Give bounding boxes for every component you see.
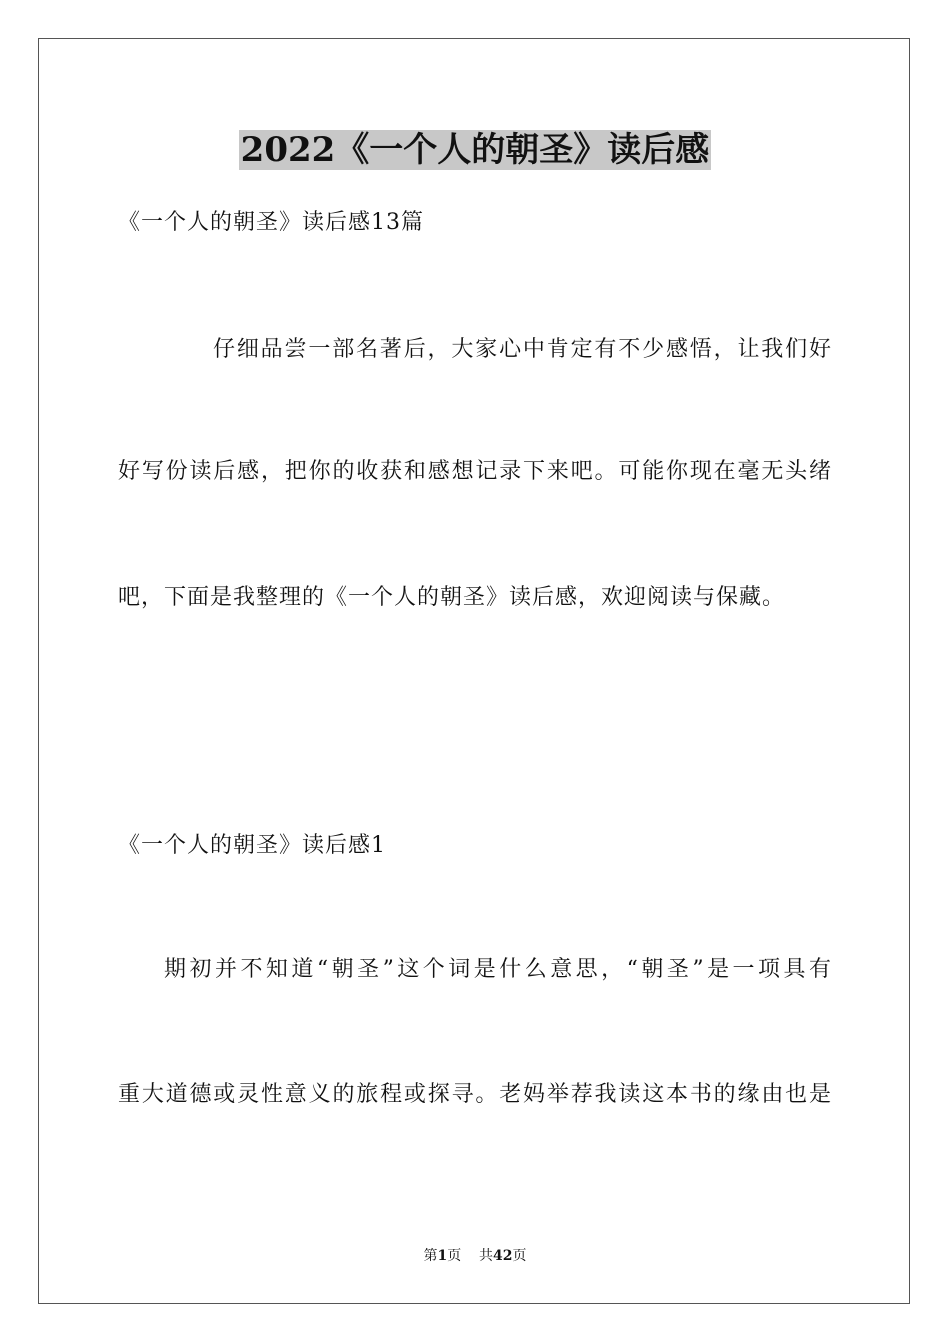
intro-line-3: 吧，下面是我整理的《一个人的朝圣》读后感，欢迎阅读与保藏。 (118, 585, 786, 610)
footer-page-suffix: 页 (447, 1248, 462, 1264)
title-text: 2022《一个人的朝圣》读后感 (240, 130, 710, 170)
body-line-1: 期初并不知道“朝圣”这个词是什么意思，“朝圣”是一项具有 (164, 957, 832, 982)
footer-total-prefix: 共 (479, 1248, 494, 1264)
footer-total-pages: 42 (493, 1248, 513, 1264)
footer-total-suffix: 页 (512, 1248, 527, 1264)
body-line-2: 重大道德或灵性意义的旅程或探寻。老妈举荐我读这本书的缘由也是 (118, 1082, 832, 1107)
section-heading: 《一个人的朝圣》读后感1 (118, 833, 386, 858)
intro-line-2: 好写份读后感，把你的收获和感想记录下来吧。可能你现在毫无头绪 (118, 459, 832, 484)
document-title (0, 124, 950, 176)
footer-page-number: 1 (437, 1248, 448, 1264)
intro-line-1: 仔细品尝一部名著后，大家心中肯定有不少感悟，让我们好 (213, 337, 832, 362)
page-footer (0, 1246, 950, 1266)
footer-page-prefix: 第 (423, 1248, 438, 1264)
document-subtitle: 《一个人的朝圣》读后感13篇 (118, 210, 424, 235)
